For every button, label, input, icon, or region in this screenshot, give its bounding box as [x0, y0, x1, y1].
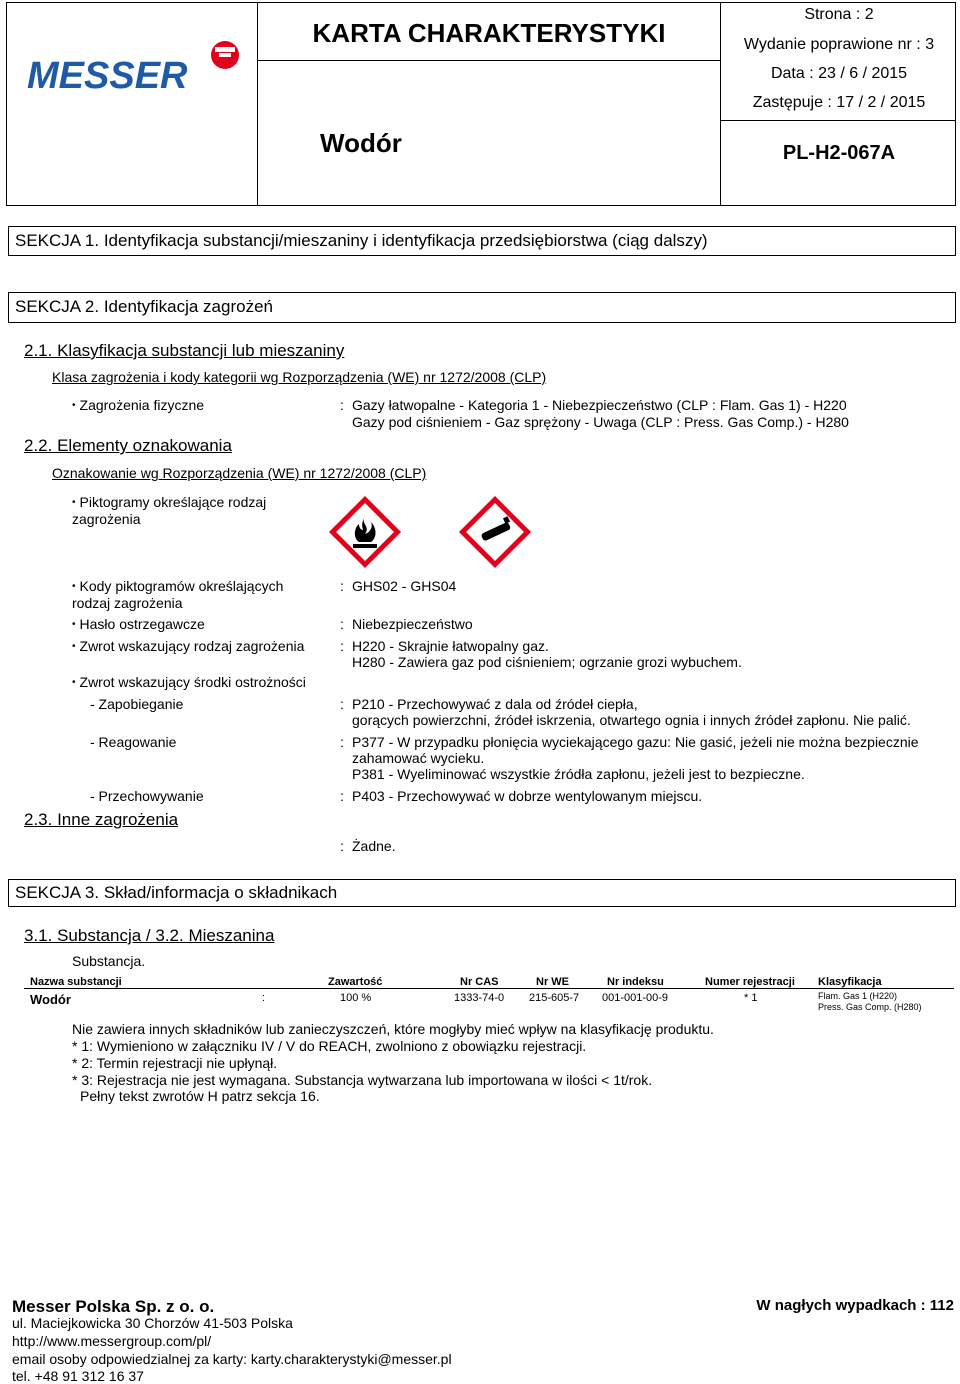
- col-header-we: Nr WE: [536, 976, 569, 988]
- header-divider: [721, 120, 956, 121]
- cell-cas: 1333-74-0: [454, 992, 505, 1004]
- cell-registration: * 1: [744, 992, 758, 1004]
- subsection-2-2-subtitle: Oznakowanie wg Rozporządzenia (WE) nr 1272/2008 (CLP): [52, 465, 427, 481]
- subsection-3-1-title: 3.1. Substancja / 3.2. Mieszanina: [24, 926, 275, 945]
- response-value-3: P381 - Wyeliminować wszystkie źródła zapłonu, jeżeli jest to bezpieczne.: [352, 766, 805, 782]
- colon: :: [340, 696, 344, 712]
- subsection-2-2-title: 2.2. Elementy oznakowania: [24, 436, 232, 455]
- cell-content: 100 %: [340, 992, 372, 1004]
- messer-flame-icon: [211, 41, 239, 69]
- replaces: Zastępuje : 17 / 2 / 2015: [752, 94, 926, 111]
- subsection-2-3-title: 2.3. Inne zagrożenia: [24, 810, 179, 829]
- footer-address: ul. Maciejkowicka 30 Chorzów 41-503 Polska: [12, 1315, 293, 1331]
- section-1-header: SEKCJA 1. Identyfikacja substancji/mieszaniny i identyfikacja przedsiębiorstwa (ciąg dalszy): [8, 226, 956, 256]
- pictogram-codes-value: GHS02 - GHS04: [352, 578, 457, 594]
- physical-hazards-label: • Zagrożenia fizyczne: [72, 397, 204, 416]
- col-header-classification: Klasyfikacja: [818, 976, 882, 988]
- signal-word-value: Niebezpieczeństwo: [352, 616, 473, 632]
- footer-email[interactable]: email osoby odpowiedzialnej za karty: karty.charakterystyki@messer.pl: [12, 1351, 452, 1367]
- colon: :: [262, 992, 266, 1004]
- note-line: Nie zawiera innych składników lub zanieczyszczeń, które mogłyby mieć wpływ na klasyfikację produktu.: [72, 1021, 714, 1037]
- product-name: Wodór: [320, 128, 402, 158]
- cell-classification-1: Flam. Gas 1 (H220): [818, 991, 898, 1001]
- substance-type: Substancja.: [72, 953, 146, 969]
- messer-logo: [7, 3, 257, 205]
- physical-hazards-value-2: Gazy pod ciśnieniem - Gaz sprężony - Uwaga (CLP : Press. Gas Comp.) - H280: [352, 414, 849, 430]
- pictogram-codes-label: • Kody piktogramów określających: [72, 578, 283, 597]
- section-3-header: SEKCJA 3. Skład/informacja o składnikach: [8, 879, 956, 907]
- footer-web-link[interactable]: http://www.messergroup.com/pl/: [12, 1333, 212, 1349]
- table-header-rule: [24, 988, 954, 989]
- document-code: PL-H2-067A: [782, 142, 896, 164]
- signal-word-label: • Hasło ostrzegawcze: [72, 616, 205, 635]
- hazard-statement-2: H280 - Zawiera gaz pod ciśnieniem; ogrzanie grozi wybuchem.: [352, 654, 742, 670]
- page-number: Strona : 2: [804, 6, 874, 23]
- colon: :: [340, 734, 344, 750]
- col-header-registration: Numer rejestracji: [705, 976, 795, 988]
- cell-index: 001-001-00-9: [602, 992, 669, 1004]
- col-header-name: Nazwa substancji: [30, 976, 122, 988]
- subsection-2-1-title: 2.1. Klasyfikacja substancji lub mieszaniny: [24, 341, 345, 360]
- cell-name: Wodór: [30, 992, 71, 1007]
- footer-phone: tel. +48 91 312 16 37: [12, 1368, 144, 1384]
- note-line: * 2: Termin rejestracji nie upłynął.: [72, 1055, 278, 1071]
- footer-emergency: W nagłych wypadkach : 112: [756, 1297, 954, 1314]
- colon: :: [340, 578, 344, 594]
- edition: Wydanie poprawione nr : 3: [743, 36, 935, 53]
- note-line: Pełny tekst zwrotów H patrz sekcja 16.: [80, 1088, 320, 1104]
- header-divider: [258, 60, 720, 61]
- col-header-index: Nr indeksu: [607, 976, 664, 988]
- document-title: KARTA CHARAKTERYSTYKI: [312, 18, 666, 48]
- hazard-statement-1: H220 - Skrajnie łatwopalny gaz.: [352, 638, 549, 654]
- colon: :: [340, 397, 344, 413]
- colon: :: [340, 788, 344, 804]
- section-2-header: SEKCJA 2. Identyfikacja zagrożeń: [8, 292, 956, 323]
- cell-classification-2: Press. Gas Comp. (H280): [818, 1002, 922, 1012]
- response-label: - Reagowanie: [90, 734, 177, 750]
- colon: :: [340, 616, 344, 632]
- ghs04-gas-cylinder-icon: [457, 494, 533, 570]
- pictograms-label-2: zagrożenia: [72, 511, 141, 527]
- hazard-statement-label: • Zwrot wskazujący rodzaj zagrożenia: [72, 638, 304, 657]
- prevention-value-2: gorących powierzchni, źródeł iskrzenia, otwartego ognia i innych źródeł zapłonu. Nie palić.: [352, 712, 911, 728]
- colon: :: [340, 838, 344, 854]
- pictogram-codes-label-2: rodzaj zagrożenia: [72, 595, 183, 611]
- col-header-content: Zawartość: [328, 976, 383, 988]
- footer-company: Messer Polska Sp. z o. o.: [12, 1297, 215, 1316]
- note-line: * 1: Wymieniono w załączniku IV / V do REACH, zwolniono z obowiązku rejestracji.: [72, 1038, 587, 1054]
- storage-label: - Przechowywanie: [90, 788, 204, 804]
- storage-value: P403 - Przechowywać w dobrze wentylowanym miejscu.: [352, 788, 703, 804]
- other-hazards-value: Żadne.: [352, 838, 396, 854]
- note-line: * 3: Rejestracja nie jest wymagana. Substancja wytwarzana lub importowana w ilości < 1t/rok.: [72, 1072, 653, 1088]
- prevention-value-1: P210 - Przechowywać z dala od źródeł ciepła,: [352, 696, 638, 712]
- col-header-cas: Nr CAS: [460, 976, 499, 988]
- subsection-2-1-subtitle: Klasa zagrożenia i kody kategorii wg Rozporządzenia (WE) nr 1272/2008 (CLP): [52, 369, 547, 385]
- ghs02-flame-icon: [327, 494, 403, 570]
- logo-text: MESSER: [27, 55, 188, 97]
- physical-hazards-value-1: Gazy łatwopalne - Kategoria 1 - Niebezpieczeństwo (CLP : Flam. Gas 1) - H220: [352, 397, 847, 413]
- pictograms-label: • Piktogramy określające rodzaj: [72, 494, 266, 513]
- response-value-2: zahamować wycieku.: [352, 750, 485, 766]
- precautionary-label: • Zwrot wskazujący środki ostrożności: [72, 674, 306, 693]
- colon: :: [340, 638, 344, 654]
- prevention-label: - Zapobieganie: [90, 696, 184, 712]
- date: Data : 23 / 6 / 2015: [770, 65, 908, 82]
- response-value-1: P377 - W przypadku płonięcia wyciekającego gazu: Nie gasić, jeżeli nie można bezpiecznie: [352, 734, 919, 750]
- cell-we: 215-605-7: [529, 992, 580, 1004]
